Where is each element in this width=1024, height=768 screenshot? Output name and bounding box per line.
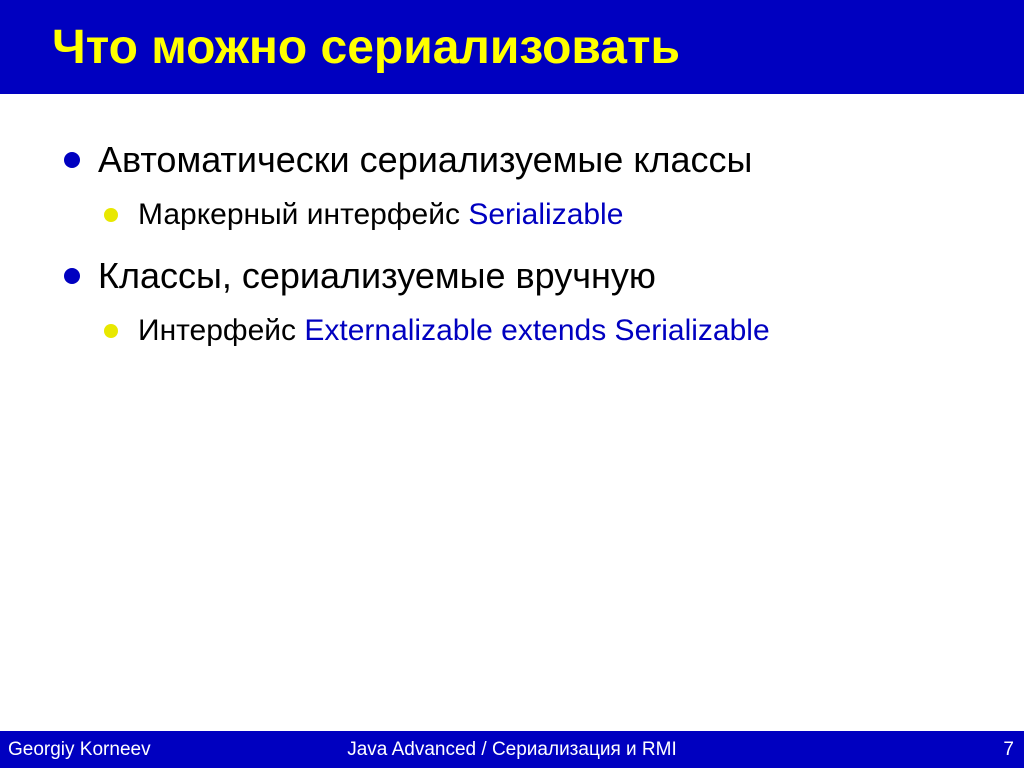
bullet-dot-icon	[64, 268, 80, 284]
code-term: Serializable	[468, 198, 624, 231]
sub-bullet-item-1	[104, 196, 623, 234]
slide-title: Что можно сериализовать	[52, 21, 680, 74]
code-term: Externalizable extends Serializable	[304, 314, 770, 347]
bullet-item-1	[64, 138, 752, 182]
bullet-item-2	[64, 254, 656, 298]
footer-bar	[0, 731, 1024, 768]
sub-bullet-text: Маркерный интерфейс	[138, 198, 460, 231]
sub-bullet-dot-icon	[104, 324, 118, 338]
bullet-text: Автоматически сериализуемые классы	[98, 139, 753, 180]
sub-bullet-item-2	[104, 312, 770, 350]
footer-author: Georgiy Korneev	[8, 739, 151, 760]
footer-course: Java Advanced / Сериализация и RMI	[347, 739, 677, 760]
bullet-dot-icon	[64, 152, 80, 168]
sub-bullet-dot-icon	[104, 208, 118, 222]
sub-bullet-text: Интерфейс	[138, 314, 297, 347]
page-number: 7	[1003, 739, 1014, 760]
bullet-text: Классы, сериализуемые вручную	[98, 255, 656, 296]
